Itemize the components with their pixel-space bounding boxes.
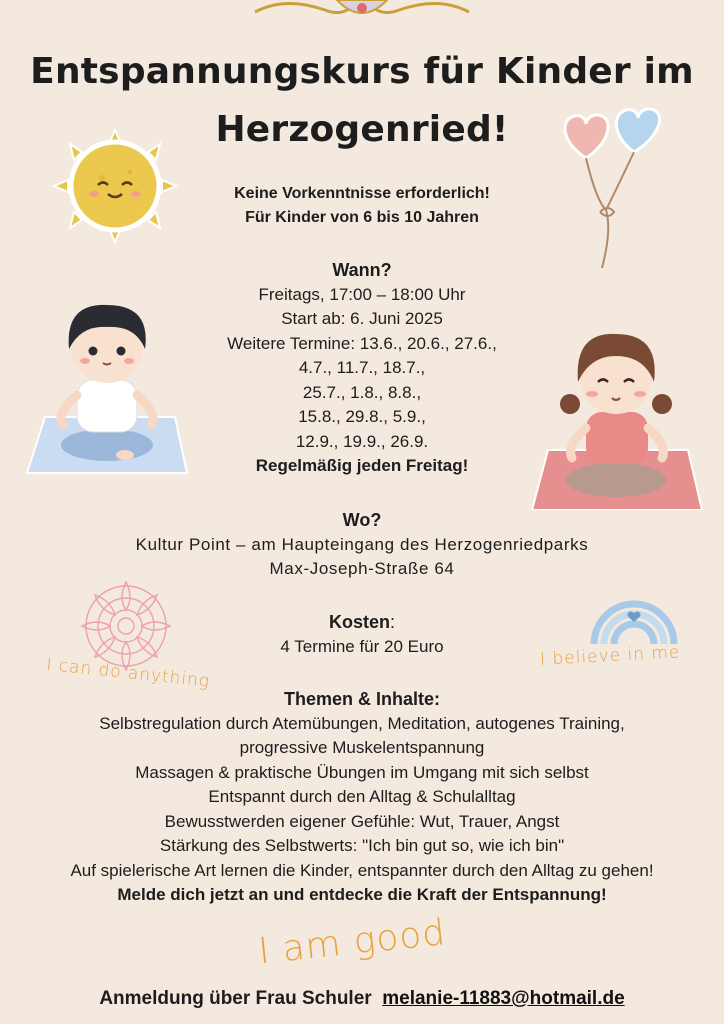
when-line: 12.9., 19.9., 26.9. xyxy=(295,431,429,451)
topics-line: Selbstregulation durch Atemübungen, Meditation, autogenes Training, xyxy=(99,713,625,733)
when-line: Weitere Termine: 13.6., 20.6., 27.6., xyxy=(227,333,497,353)
where-heading: Wo? xyxy=(342,510,382,530)
topics-line: progressive Muskelentspannung xyxy=(239,738,485,757)
intro-line-1: Keine Vorkenntnisse erforderlich! xyxy=(234,185,490,202)
when-heading: Wann? xyxy=(332,260,392,280)
costs-heading: Kosten xyxy=(328,612,390,632)
intro-line-2: Für Kinder von 6 bis 10 Jahren xyxy=(245,209,479,226)
topics-heading: Themen & Inhalte: xyxy=(283,689,440,709)
topics-line: Stärkung des Selbstwerts: "Ich bin gut so, wie ich bin" xyxy=(159,836,565,855)
when-note: Regelmäßig jeden Freitag! xyxy=(255,456,469,475)
title-line-1: Entspannungskurs für Kinder im xyxy=(30,51,694,92)
topics-line: Auf spielerische Art lernen die Kinder, entspannter durch den Alltag zu gehen! xyxy=(70,860,654,880)
sticker-can-do: I can do anything xyxy=(45,654,211,692)
costs-colon: : xyxy=(390,612,396,632)
when-line: 25.7., 1.8., 8.8., xyxy=(302,382,422,402)
where-line-2: Max-Joseph-Straße 64 xyxy=(269,559,455,578)
title-line-2: Herzogenried! xyxy=(215,109,509,150)
when-line: Freitags, 17:00 – 18:00 Uhr xyxy=(258,284,466,304)
topics-line: Massagen & praktische Übungen im Umgang mit sich selbst xyxy=(135,762,589,782)
ornament-icon xyxy=(245,0,479,22)
sticker-am-good: I am good xyxy=(256,912,448,973)
signup-email-link[interactable]: melanie-11883@hotmail.de xyxy=(382,988,625,1009)
when-line: 4.7., 11.7., 18.7., xyxy=(298,358,426,377)
when-line: 15.8., 29.8., 5.9., xyxy=(298,407,426,426)
sticker-believe: I believe in me xyxy=(539,642,681,670)
where-line-1: Kultur Point – am Haupteingang des Herzogenriedparks xyxy=(135,534,589,554)
topics-line: Bewusstwerden eigener Gefühle: Wut, Trauer, Angst xyxy=(164,811,560,831)
costs-line: 4 Termine für 20 Euro xyxy=(280,636,444,656)
when-line: Start ab: 6. Juni 2025 xyxy=(281,309,443,328)
topics-line: Entspannt durch den Alltag & Schulalltag xyxy=(208,787,516,806)
topics-cta: Melde dich jetzt an und entdecke die Kraft der Entspannung! xyxy=(117,885,607,904)
signup-label: Anmeldung über Frau Schuler xyxy=(99,988,372,1009)
